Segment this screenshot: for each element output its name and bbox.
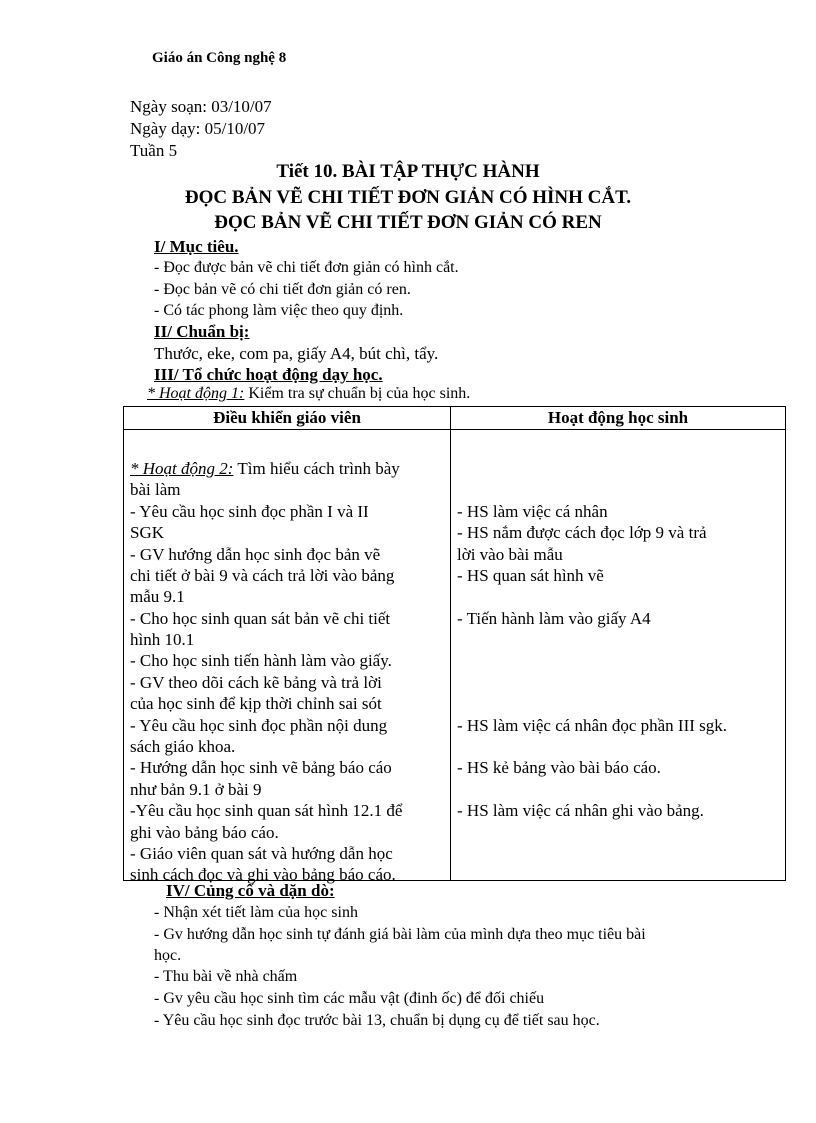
lesson-subtitle-2: ĐỌC BẢN VẼ CHI TIẾT ĐƠN GIẢN CÓ REN [214, 212, 602, 233]
teacher-line: hình 10.1 [130, 630, 195, 649]
teacher-line: - GV hướng dẫn học sinh đọc bản vẽ [130, 545, 381, 564]
lesson-subtitle-1: ĐỌC BẢN VẼ CHI TIẾT ĐƠN GIẢN CÓ HÌNH CẮT. [184, 187, 632, 208]
preparation-heading: II/ Chuẩn bị: [154, 322, 250, 341]
teacher-line: chi tiết ở bài 9 và cách trả lời vào bảng [130, 566, 395, 585]
teacher-line: như bản 9.1 ở bài 9 [130, 780, 262, 799]
activity-table [123, 406, 786, 884]
teacher-line: - GV theo dõi cách kẽ bảng và trả lời [130, 673, 382, 692]
activities-heading: III/ Tổ chức hoạt động dạy học. [154, 365, 383, 384]
teacher-line: sinh cách đọc và ghi vào bảng báo cáo. [130, 865, 396, 884]
wrapup-item: - Nhận xét tiết làm của học sinh [154, 904, 358, 921]
date-prepared: Ngày soạn: 03/10/07 [130, 97, 272, 116]
wrapup-item: - Gv yêu cầu học sinh tìm các mẫu vật (đinh ốc) để đối chiếu [154, 990, 545, 1007]
teacher-line: - Yêu cầu học sinh đọc phần nội dung [130, 716, 388, 735]
teacher-line: - Yêu cầu học sinh đọc phần I và II [130, 502, 369, 521]
student-line: - HS nắm được cách đọc lớp 9 và trả [457, 523, 707, 542]
student-line: - Tiến hành làm vào giấy A4 [457, 609, 651, 628]
teacher-line: bài làm [130, 480, 181, 499]
teacher-line: - Cho học sinh quan sát bản vẽ chi tiết [130, 609, 391, 628]
teacher-line: - Hướng dẫn học sinh vẽ bảng báo cáo [130, 758, 392, 777]
student-line: - HS làm việc cá nhân [457, 502, 608, 521]
date-taught: Ngày dạy: 05/10/07 [130, 119, 266, 138]
student-cell [451, 430, 786, 881]
wrapup-item: - Gv hướng dẫn học sinh tự đánh giá bài làm của mình dựa theo mục tiêu bài [154, 926, 646, 943]
student-line: lời vào bài mẫu [457, 545, 563, 564]
teacher-cell [124, 430, 451, 884]
objective-item: - Đọc được bản vẽ chi tiết đơn giản có hình cắt. [154, 259, 459, 276]
student-line: - HS quan sát hình vẽ [457, 566, 604, 585]
lesson-title: Tiết 10. BÀI TẬP THỰC HÀNH [276, 161, 540, 182]
activity-1-label: * Hoạt động 1: [147, 385, 245, 402]
teacher-line: mẫu 9.1 [130, 587, 185, 606]
activity-2-label: * Hoạt động 2: [130, 459, 234, 478]
wrapup-item: học. [154, 947, 182, 964]
activity-1-text: Kiểm tra sự chuẩn bị của học sinh. [244, 385, 471, 402]
student-column-header: Hoạt động học sinh [451, 407, 786, 430]
teacher-line: * Hoạt động 2: Tìm hiểu cách trình bày [130, 459, 400, 478]
teacher-column-header: Điều khiển giáo viên [124, 407, 451, 430]
teacher-line: ghi vào bảng báo cáo. [130, 823, 279, 842]
student-line: - HS làm việc cá nhân ghi vào bảng. [457, 801, 704, 820]
student-line: - HS kẻ bảng vào bài báo cáo. [457, 758, 661, 777]
week: Tuần 5 [130, 141, 178, 160]
wrapup-heading: IV/ Củng cố và dặn dò: [166, 881, 335, 900]
teacher-line: SGK [130, 523, 165, 542]
wrapup-item: - Thu bài về nhà chấm [154, 968, 298, 985]
teacher-line: - Cho học sinh tiến hành làm vào giấy. [130, 651, 392, 670]
objective-item: - Có tác phong làm việc theo quy định. [154, 302, 404, 319]
objectives-heading: I/ Mục tiêu. [154, 237, 239, 256]
teacher-line: -Yêu cầu học sinh quan sát hình 12.1 để [130, 801, 403, 820]
activity-1 [147, 385, 470, 403]
wrapup-item: - Yêu cầu học sinh đọc trước bài 13, chuẩn bị dụng cụ để tiết sau học. [154, 1012, 600, 1029]
teacher-line: của học sinh để kịp thời chỉnh sai sót [130, 694, 382, 713]
objective-item: - Đọc bản vẽ có chi tiết đơn giản có ren. [154, 281, 411, 298]
student-line: - HS làm việc cá nhân đọc phần III sgk. [457, 716, 728, 735]
preparation-text: Thước, eke, com pa, giấy A4, bút chì, tẩy. [154, 344, 439, 363]
teacher-line: sách giáo khoa. [130, 737, 236, 756]
document-header: Giáo án Công nghệ 8 [152, 50, 287, 66]
teacher-line: - Giáo viên quan sát và hướng dẫn học [130, 844, 393, 863]
